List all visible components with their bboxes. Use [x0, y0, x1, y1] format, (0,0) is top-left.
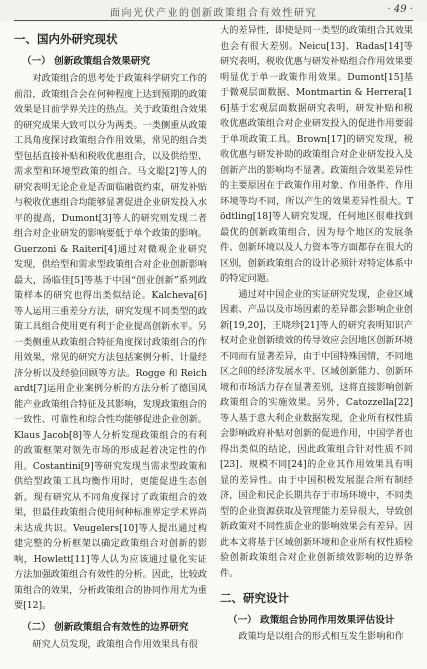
section-heading-research-status: 一、国内外研究现状	[14, 32, 118, 46]
subsection-heading-synergy-evaluation: （一） 政策组合协同作用效果评估设计	[228, 615, 395, 626]
paragraph-policy-boundary-continued: 大的差异性，即使是同一类型的政策组合其效果也会有很大差别。Neicu[13]、Radas[14]等研究表明，税收优惠与研发补贴组合作用效果要明显优于单一政策作用效果。Dumont[15]基于微观层面数据、Montmartin & Herrera[16]基于宏观层面数据研究表明，研发补贴和税收优惠政策组合对企业研发投入的促进作用要弱于单项政策工具。Brown[17]的研究发现，税收优惠与研发补助的政策组合对企业研发投入及创新产出的影响均不显著。政策组合效果差异性的主要原因在于政策作用对象、作用条件、作用环境等均不同，所以产生的效果差异性很大。Tödtling[18]等人研究发现，任何地区很难找到最优的创新政策组合，因为每个地区的发展条件、创新环境以及人力资本等方面都存在很大的区别，创新政策组合的设计必须针对特定体系中的特定问题。	[220, 25, 413, 284]
right-column	[220, 23, 413, 669]
page-header	[0, 0, 427, 22]
paragraph-empirical-china: 通过对中国企业的实证研究发现，企业区域因素、产品以及市场因素的差异都会影响企业创新[19,20]，王晓珍[21]等人的研究表明知识产权对企业创新绩效的传导效应会因地区创新环境不同而有显著差异，由于中国特殊国情，不同地区之间的经济发展水平、区域创新能力、创新环境和市场活力存在显著差别，这将直接影响创新政策组合的实施效果。另外，Catozzella[22]等人基于意大利企业数据发现，企业所有权性质会影响政府补贴对创新的促进作用，中国学者也得出类似的结论，因此政策组合针对性质不同[23]、规模不同[24]的企业其作用效果具有明显的差异性。由于中国积极发展混合所有制经济，国企和民企长期共存于市场环境中，不同类型的企业资源获取及管理能力差异很大，导致创新政策对不同性质企业的影响效果会有差异。因此本文将基于区域创新环境和企业所有权性质检验创新政策组合对企业创新绩效影响的边界条件。	[220, 288, 413, 579]
running-title: 面向光伏产业的创新政策组合有效性研究	[110, 8, 317, 19]
paragraph-synergy-evaluation: 政策均是以组合的形式相互发生影响和作	[238, 631, 404, 642]
left-column	[14, 23, 207, 669]
header-rule	[14, 20, 413, 21]
page-number: · 49 ·	[387, 4, 413, 15]
subsection-heading-policy-boundary: （二） 创新政策组合有效性的边界研究	[22, 621, 189, 633]
paragraph-policy-boundary-start: 研究人员发现，政策组合作用效果具有很	[32, 638, 198, 650]
paragraph-policy-mix-effect: 对政策组合的思考处于政策科学研究工作的前沿，政策组合会在何种程度上达到预期的政策效果是目前学界关注的热点。关于政策组合效果的研究成果大致可以分为两类。一类侧重从政策工具角度探讨政策组合作用效果，常见的组合类型包括直接补贴和税收优惠组合，以及供给型、需求型和环境型政策的组合。马文聪[2]等人的研究表明无论企业是否面临融资约束，研发补贴与税收优惠组合均能够显著促进企业研发投入水平的提高，Dumont[3]等人的研究则发现二者组合对企业研发的影响要低于单个政策的影响。Guerzoni & Raiteri[4]通过对微观企业研究发现，供给型和需求型政策组合对企业创新影响最大，汤临佳[5]等基于中国“创业创新”系列政策样本的研究也得出类似结论。Kalcheva[6]等人运用三重差分方法，研究发现不同类型的政策工具组合使用更有利于企业提高创新水平。另一类侧重从政策组合特征角度探讨政策组合的作用效果，常见的研究方法包括案例分析、计量经济分析以及经验回顾等方法。Rogge 和 Reichardt[7]运用企业案例分析的方法分析了德国风能产业政策组合特征及其影响，发现政策组合的一致性、可靠性和综合性均能够促进企业创新。Klaus Jacob[8]等人分析发现政策组合的有利的政策框架对领先市场的形成起着决定性的作用。Costantini[9]等研究发现当需求型政策和供给型政策工具均衡作用时，更能促进生态创新。现有研究从不同角度探讨了政策组合的效果，但最佳政策组合使用何种标准界定学术界尚未达成共识。Veugelers[10]等人提出通过构建完整的分析框架以确定政策组合对创新的影响，Howlett[11]等人认为应该通过量化实证方法加强政策组合有效性的分析。因此，比较政策组合的效果，分析政策组合的协同作用尤为重要[12]。	[14, 73, 207, 611]
subsection-heading-policy-mix-effect: （一） 创新政策组合效果研究	[22, 56, 151, 67]
section-heading-research-design: 二、研究设计	[220, 591, 289, 605]
